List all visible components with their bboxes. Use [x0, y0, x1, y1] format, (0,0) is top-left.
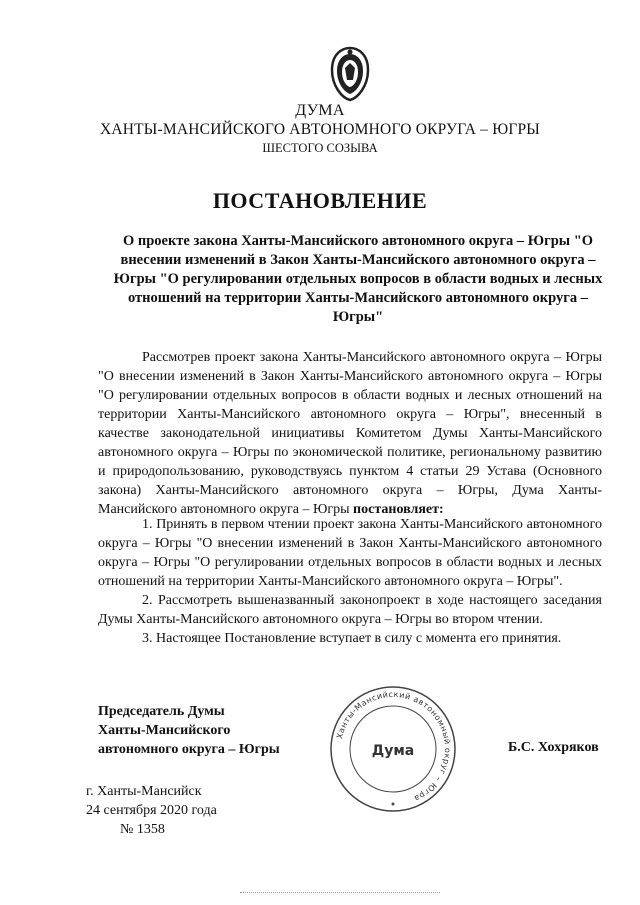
signatory-title-line: Ханты-Мансийского: [98, 723, 231, 738]
city: г. Ханты-Мансийск: [86, 784, 202, 799]
signatory-title-line: Председатель Думы: [98, 704, 225, 719]
official-seal: [328, 684, 458, 814]
place-date-number: [86, 782, 217, 839]
bottom-divider: [240, 892, 440, 893]
coat-of-arms-icon: [328, 46, 372, 102]
region-name: ХАНТЫ-МАНСИЙСКОГО АВТОНОМНОГО ОКРУГА – ЮГРЫ: [99, 121, 541, 138]
preamble-text: Рассмотрев проект закона Ханты-Мансийского автономного округа – Югры "О внесении изменений в Закон Ханты-Мансийского автономного округа – Югры "О регулировании отдельных вопросов в области водных и лесных отношений на территории Ханты-Мансийского автономного округа – Югры", внесенный в качестве законодательной инициативы Комитетом Думы Ханты-Мансийского автономного округа – Югры по экономической политике, региональному развитию и природопользованию, руководствуясь пунктом 4 статьи 29 Устава (Основного закона) Ханты-Мансийского автономного округа – Югры, Дума Ханты-Мансийского автономного округа – Югры: [98, 350, 602, 517]
organization-name: ДУМА: [295, 102, 345, 119]
document-date: 24 сентября 2020 года: [86, 803, 217, 818]
seal-ring-text: Ханты-Мансийский автономный округ – Югра: [335, 689, 453, 804]
signatory-title: [98, 702, 328, 759]
document-number: № 1358: [120, 822, 165, 837]
preamble-paragraph: [98, 348, 602, 519]
resolution-item: 1. Принять в первом чтении проект закона Ханты-Мансийского автономного округа – Югры "О внесении изменений в Закон Ханты-Мансийского автономного округа – Югры "О регулировании отдельных вопросов в области водных и лесных отношений на территории Ханты-Мансийского автономного округа – Югры".: [98, 517, 602, 589]
resolution-items: [98, 515, 602, 648]
convocation: ШЕСТОГО СОЗЫВА: [262, 141, 378, 155]
document-type-title: ПОСТАНОВЛЕНИЕ: [212, 188, 428, 213]
resolution-item: 2. Рассмотреть вышеназванный законопроект в ходе настоящего заседания Думы Ханты-Мансийского автономного округа – Югры во втором чтении.: [98, 593, 602, 627]
seal-center-text: Дума: [371, 743, 415, 759]
document-subject: О проекте закона Ханты-Мансийского автономного округа – Югры "О внесении изменений в Закон Ханты-Мансийского автономного округа – Югры "О регулировании отдельных вопросов в области водных и лесных отношений на территории Ханты-Мансийского автономного округа – Югры": [113, 233, 603, 325]
resolution-item: 3. Настоящее Постановление вступает в силу с момента его принятия.: [142, 631, 562, 646]
signatory-name: Б.С. Хохряков: [508, 740, 599, 755]
signatory-title-line: автономного округа – Югры: [98, 742, 280, 757]
resolves-word: постановляет:: [353, 502, 444, 517]
